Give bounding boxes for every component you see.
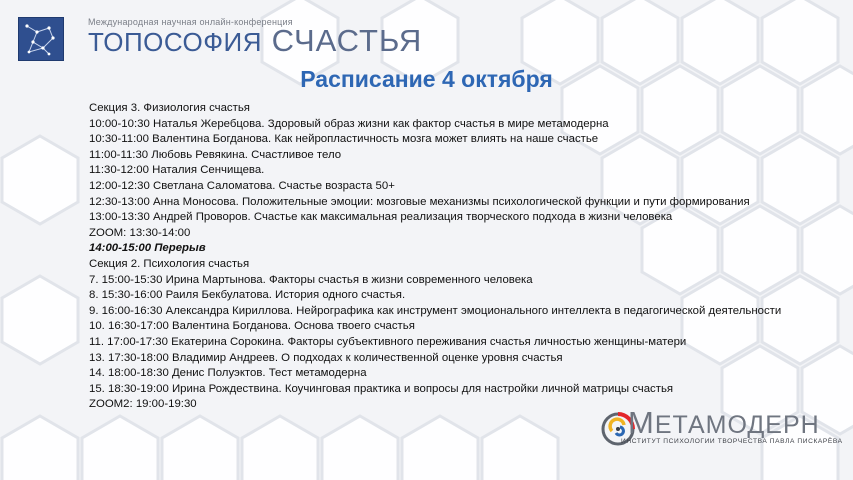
schedule-line: 9. 16:00-16:30 Александра Кириллова. Нейрографика как инструмент эмоционального интеллекта в педагогической деятельности <box>89 304 782 317</box>
schedule-line: Секция 3. Физиология счастья <box>89 102 250 114</box>
brand-name-cap: М <box>628 405 655 440</box>
schedule-line: 12:30-13:00 Анна Моносова. Положительные эмоции: мозговые механизмы психологической функции и пути формирования <box>89 195 750 208</box>
schedule-line: 12:00-12:30 Светлана Саломатова. Счастье возраста 50+ <box>89 179 395 192</box>
brand-block <box>598 405 843 451</box>
schedule-list <box>89 101 809 413</box>
schedule-line: 14:00-15:00 Перерыв <box>89 242 206 255</box>
schedule-line: 13:00-13:30 Андрей Проворов. Счастье как максимальная реализация творческого подхода в жизни человека <box>89 211 673 224</box>
schedule-line: 11:30-12:00 Наталия Сенчищева. <box>89 164 265 177</box>
schedule-line: 10:30-11:00 Валентина Богданова. Как нейропластичность мозга может влиять на наше счастье <box>89 133 599 146</box>
schedule-line: ZOOM2: 19:00-19:30 <box>89 398 197 411</box>
schedule-line: 14. 18:00-18:30 Денис Полуэктов. Тест метамодерна <box>89 367 367 380</box>
page-title: Расписание 4 октября <box>300 66 553 92</box>
conference-title-part1: ТОПОСОФИЯ <box>88 27 263 57</box>
conference-logo <box>18 17 64 61</box>
conference-title-part2: СЧАСТЬЯ <box>271 23 423 58</box>
schedule-line: 7. 15:00-15:30 Ирина Мартынова. Факторы счастья в жизни современного человека <box>89 273 533 286</box>
schedule-line: 11:00-11:30 Любовь Ревякина. Счастливое тело <box>89 148 342 161</box>
conference-title <box>88 23 422 59</box>
schedule-line: 8. 15:30-16:00 Раиля Бекбулатова. История одного счастья. <box>89 289 406 302</box>
brand-name-rest: ЕТАМОДЕРН <box>654 411 820 439</box>
schedule-line: 11. 17:00-17:30 Екатерина Сорокина. Факторы субъективного переживания счастья личностью женщины-матери <box>89 335 687 348</box>
schedule-line: ZOOM: 13:30-14:00 <box>89 226 191 239</box>
schedule-line: Секция 2. Психология счастья <box>89 257 250 270</box>
conference-subtitle: Международная научная онлайн-конференция <box>88 17 293 27</box>
constellation-logo-icon <box>19 18 63 60</box>
schedule-line: 13. 17:30-18:00 Владимир Андреев. О подходах к количественной оценке уровня счастья <box>89 351 563 364</box>
schedule-line: 15. 18:30-19:00 Ирина Рождествина. Коучинговая практика и вопросы для настройки личной матрицы счастья <box>89 382 674 395</box>
brand-name <box>628 405 820 441</box>
brand-tagline: ИНСТИТУТ ПСИХОЛОГИИ ТВОРЧЕСТВА ПАВЛА ПИСКАРЁВА <box>621 438 843 445</box>
schedule-line: 10:00-10:30 Наталья Жеребцова. Здоровый образ жизни как фактор счастья в мире метамодерна <box>89 117 609 130</box>
schedule-line: 10. 16:30-17:00 Валентина Богданова. Основа твоего счастья <box>89 320 415 333</box>
